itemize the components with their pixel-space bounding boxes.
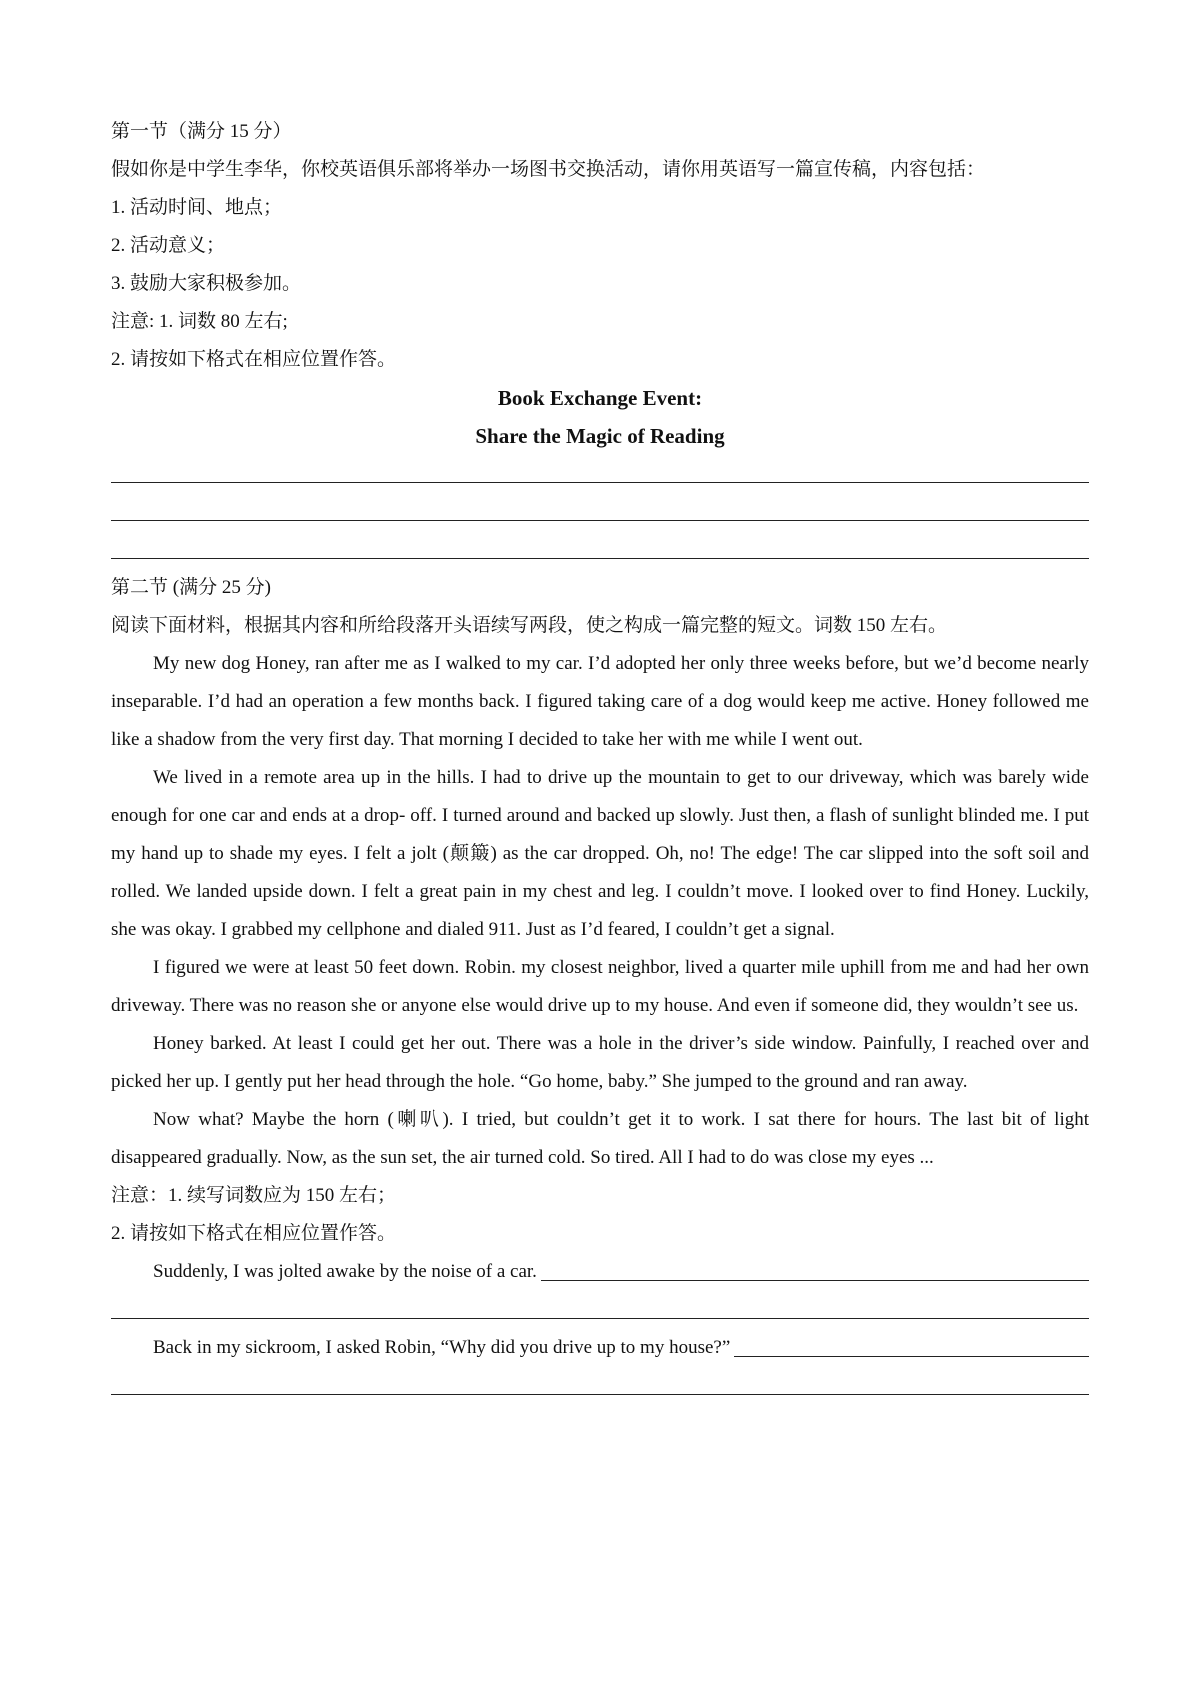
essay-title-line1: Book Exchange Event: — [497, 386, 703, 410]
continuation-blank[interactable] — [734, 1356, 1089, 1357]
section2-note: 2. 请按如下格式在相应位置作答。 — [111, 1223, 397, 1244]
section2-note: 注意：1. 续写词数应为 150 左右； — [111, 1185, 397, 1206]
essay-title-line2: Share the Magic of Reading — [475, 424, 725, 448]
answer-line[interactable] — [111, 531, 1089, 569]
section2-prompt: 阅读下面材料，根据其内容和所给段落开头语续写两段，使之构成一篇完整的短文。词数 150 左右。 — [111, 615, 948, 636]
continuation-opening-1: Suddenly, I was jolted awake by the noise of a car. — [153, 1261, 537, 1282]
section1-heading: 第一节（满分 15 分） — [111, 121, 292, 142]
continuation-row-1 — [111, 1253, 1089, 1291]
section1-item: 2. 活动意义； — [111, 235, 226, 256]
section1-item: 3. 鼓励大家积极参加。 — [111, 273, 302, 294]
story-paragraph: My new dog Honey, ran after me as I walked to my car. I’d adopted her only three weeks before, but we’d become nearly inseparable. I’d had an operation a few months back. I figured taking care of a dog would keep me active. Honey followed me like a shadow from the very first day. That morning I decided to take her with me while I went out. — [111, 653, 1089, 750]
section2-heading: 第二节 (满分 25 分) — [111, 577, 271, 598]
continuation-blank[interactable] — [541, 1280, 1089, 1281]
answer-line[interactable] — [111, 493, 1089, 531]
section1-item: 1. 活动时间、地点； — [111, 197, 283, 218]
exam-page — [111, 113, 1089, 1405]
story-paragraph: Now what? Maybe the horn (喇叭). I tried, but couldn’t get it to work. I sat there for hours. The last bit of light disappeared gradually. Now, as the sun set, the air turned cold. So tired. All I had to do was close my eyes ... — [111, 1109, 1089, 1168]
section1-note: 2. 请按如下格式在相应位置作答。 — [111, 349, 397, 370]
story-paragraph: Honey barked. At least I could get her out. There was a hole in the driver’s side window. Painfully, I reached over and picked her up. I gently put her head through the hole. “Go home, baby.” She jumped to the ground and ran away. — [111, 1033, 1089, 1092]
answer-line[interactable] — [111, 1367, 1089, 1405]
section1-note: 注意: 1. 词数 80 左右; — [111, 311, 288, 332]
story-paragraph: We lived in a remote area up in the hills. I had to drive up the mountain to get to our driveway, which was barely wide enough for one car and ends at a drop- off. I turned around and backed up slowly. Just then, a flash of sunlight blinded me. I put my hand up to shade my eyes. I felt a jolt (颠簸) as the car dropped. Oh, no! The edge! The car slipped into the soft soil and rolled. We landed upside down. I felt a great pain in my chest and leg. I couldn’t move. I looked over to find Honey. Luckily, she was okay. I grabbed my cellphone and dialed 911. Just as I’d feared, I couldn’t get a signal. — [111, 767, 1089, 940]
section1-prompt: 假如你是中学生李华，你校英语俱乐部将举办一场图书交换活动，请你用英语写一篇宣传稿，内容包括： — [111, 159, 986, 180]
answer-line[interactable] — [111, 1291, 1089, 1329]
continuation-opening-2: Back in my sickroom, I asked Robin, “Why did you drive up to my house?” — [153, 1337, 731, 1358]
continuation-row-2 — [111, 1329, 1089, 1367]
answer-line[interactable] — [111, 455, 1089, 493]
story-paragraph: I figured we were at least 50 feet down. Robin. my closest neighbor, lived a quarter mile uphill from me and had her own driveway. There was no reason she or anyone else would drive up to my house. And even if someone did, they wouldn’t see us. — [111, 957, 1089, 1016]
